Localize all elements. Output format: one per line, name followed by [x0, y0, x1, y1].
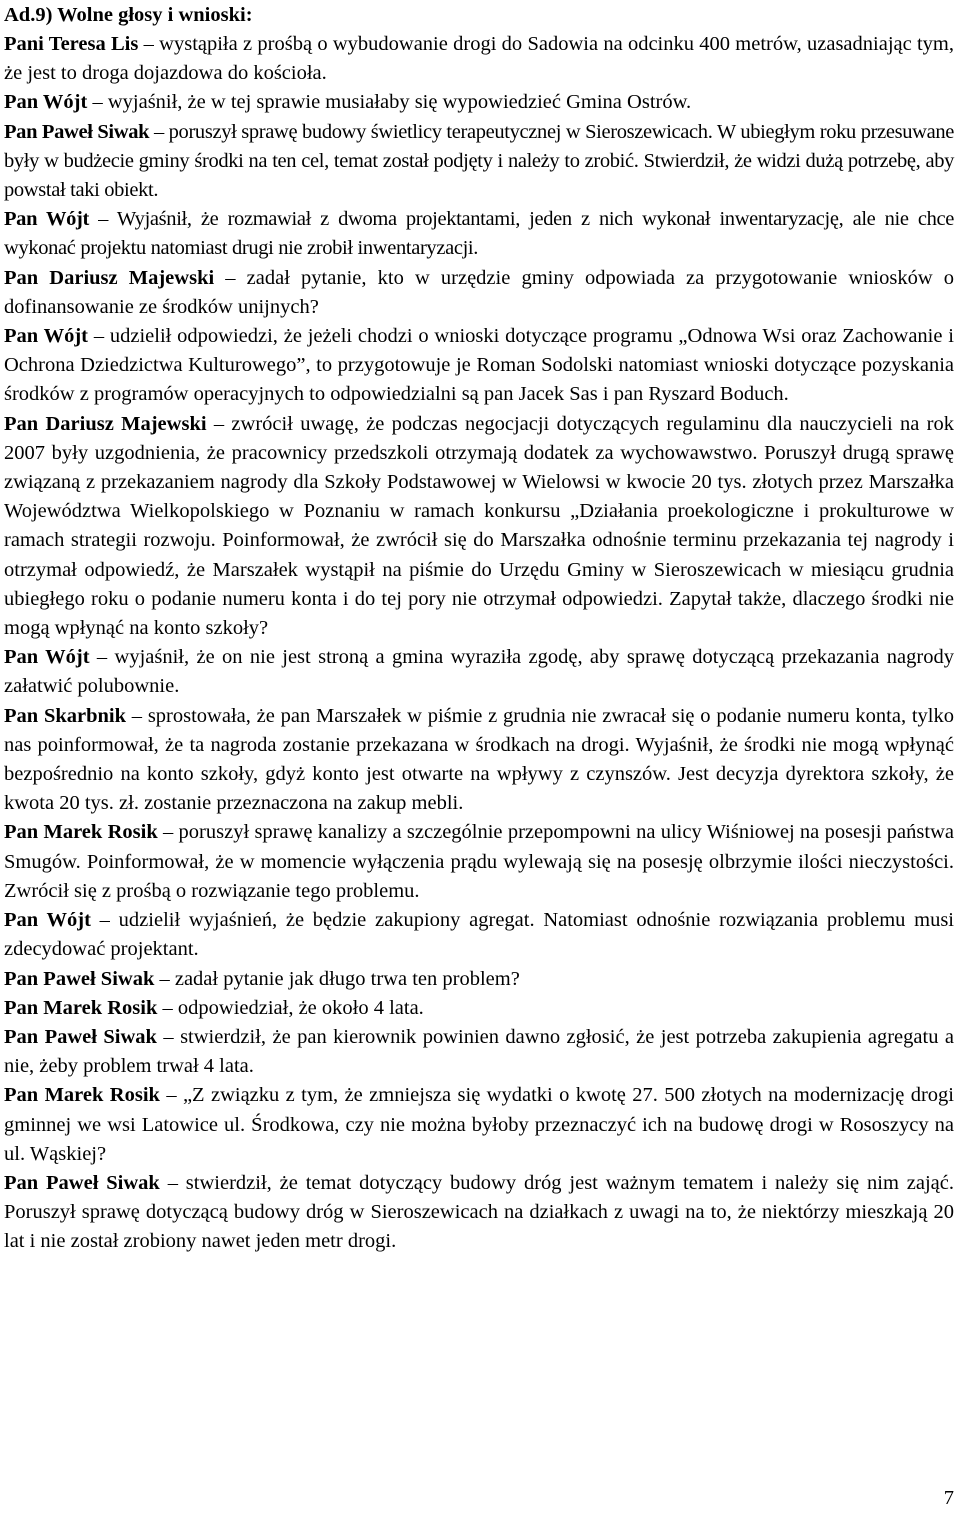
paragraph-11 — [4, 906, 954, 964]
paragraph-3 — [4, 118, 954, 206]
speaker-name: Pan Wójt — [4, 909, 91, 932]
paragraph-5 — [4, 264, 954, 322]
speaker-name: Pan Dariusz Majewski — [4, 412, 207, 435]
paragraph-4 — [4, 205, 954, 263]
paragraph-text: – wystąpiła z prośbą o wybudowanie drogi do Sadowia na odcinku 400 metrów, uzasadniając tym, że jest to droga dojazdowa do kościoła. — [4, 33, 955, 85]
paragraph-9 — [4, 702, 954, 819]
speaker-name: Pani Teresa Lis — [4, 33, 139, 55]
paragraph-text: – udzielił odpowiedzi, że jeżeli chodzi o wnioski dotyczące programu „Odnowa Wsi oraz Zachowanie i Ochrona Dziedzictwa Kulturowego”, to przygotowuje je Roman Sodolski natomiast wnioski dotyczące pozyskania środków z programów operacyjnych to odpowiedzialni są pan Jacek Sas i pan Ryszard Boduch. — [4, 325, 954, 406]
speaker-name: Pan Wójt — [4, 91, 88, 114]
paragraph-13 — [4, 994, 954, 1023]
paragraph-text: – wyjaśnił, że w tej sprawie musiałaby się wypowiedzieć Gmina Ostrów. — [87, 91, 692, 114]
speaker-name: Pan Marek Rosik — [4, 821, 158, 844]
speaker-name: Pan Paweł Siwak — [4, 1025, 157, 1048]
paragraph-text: – poruszył sprawę budowy świetlicy terapeutycznej w Sieroszewicach. W ubiegłym roku przesuwane były w budżecie gminy środki na ten cel, temat został podjęty i należy to zrobić. Stwierdził, że widzi dużą potrzebę, aby powstał taki obiekt. — [4, 120, 954, 202]
page-number: 7 — [943, 1487, 954, 1509]
paragraph-10 — [4, 818, 954, 906]
paragraph-7 — [4, 410, 954, 644]
paragraph-2 — [4, 88, 954, 117]
paragraph-6 — [4, 322, 954, 410]
paragraph-text: – zadał pytanie, kto w urzędzie gminy odpowiada za przygotowanie wniosków o dofinansowanie ze środków unijnych? — [4, 266, 955, 318]
paragraph-8 — [4, 643, 954, 701]
paragraph-text: – stwierdził, że temat dotyczący budowy dróg jest ważnym tematem i należy się nim zająć. Poruszył sprawę dotyczącą budowy dróg w Sieroszewicach na działkach z uwagi na to, że niektórzy mieszkają 20 lat i nie został zrobiony nawet jeden metr drogi. — [4, 1171, 954, 1253]
paragraph-1 — [4, 30, 954, 88]
speaker-name: Pan Paweł Siwak — [4, 120, 150, 143]
paragraph-text: – Wyjaśnił, że rozmawiał z dwoma projektantami, jeden z nich wykonał inwentaryzację, ale nie chce wykonać projektu natomiast drugi nie zrobił inwentaryzacji. — [4, 208, 954, 260]
speaker-name: Pan Marek Rosik — [4, 1084, 160, 1107]
speaker-name: Pan Wójt — [4, 325, 89, 348]
paragraph-text: – zadał pytanie jak długo trwa ten problem? — [154, 967, 520, 990]
speaker-name: Pan Paweł Siwak — [4, 967, 155, 990]
speaker-name: Pan Wójt — [4, 646, 90, 669]
paragraph-14 — [4, 1023, 954, 1081]
paragraph-text: – poruszył sprawę kanalizy a szczególnie przepompowni na ulicy Wiśniowej na posesji państwa Smugów. Poinformował, że w momencie wyłączenia prądu wylewają się na posesję olbrzymie ilości nieczystości. Zwrócił się z prośbą o rozwiązanie tego problemu. — [4, 821, 954, 902]
speaker-name: Pan Skarbnik — [4, 704, 127, 727]
paragraph-text: – wyjaśnił, że on nie jest stroną a gmina wyraziła zgodę, aby sprawę dotyczącą przekazania nagrody załatwić polubownie. — [4, 646, 954, 698]
speaker-name: Pan Marek Rosik — [4, 996, 158, 1019]
speaker-name: Pan Paweł Siwak — [4, 1171, 160, 1194]
paragraph-text: – sprostowała, że pan Marszałek w piśmie z grudnia nie zwracał się o podanie numeru konta, tylko nas poinformował, że ta nagroda zostanie przekazana w środkach na drogi. Wyjaśnił, że środki nie mogą wpłynąć bezpośrednio na konto szkoły, gdyż konto jest otwarte na wpływy z czynszów. Jest decyzja dyrektora szkoły, że kwota 20 tys. zł. zostanie przeznaczona na zakup mebli. — [4, 704, 954, 815]
paragraph-16 — [4, 1169, 954, 1257]
paragraph-text: – udzielił wyjaśnień, że będzie zakupiony agregat. Natomiast odnośnie rozwiązania problemu musi zdecydować projektant. — [4, 909, 954, 961]
speaker-name: Pan Dariusz Majewski — [4, 266, 215, 289]
paragraph-15 — [4, 1081, 954, 1169]
paragraph-text: – odpowiedział, że około 4 lata. — [157, 996, 424, 1019]
section-heading: Ad.9) Wolne głosy i wnioski: — [4, 4, 253, 26]
paragraph-text: – stwierdził, że pan kierownik powinien dawno zgłosić, że jest potrzeba zakupienia agregatu a nie, żeby problem trwał 4 lata. — [4, 1025, 954, 1078]
document-page — [4, 0, 954, 1257]
paragraph-text: – „Z związku z tym, że zmniejsza się wydatki o kwotę 27. 500 złotych na modernizację drogi gminnej we wsi Latowice ul. Środkowa, czy nie można byłoby przeznaczyć ich na budowę drogi w Rososzycy na ul. Wąskiej? — [4, 1084, 954, 1165]
paragraph-12 — [4, 965, 954, 994]
speaker-name: Pan Wójt — [4, 208, 89, 231]
paragraph-text: – zwrócił uwagę, że podczas negocjacji dotyczących regulaminu dla nauczycieli na rok 2007 były uzgodnienia, że pracownicy przedszkoli otrzymają dodatek za wychowawstwo. Poruszył drugą sprawę związaną z przekazaniem nagrody dla Szkoły Podstawowej w Wielowsi w kwocie 20 tys. złotych przez Marszałka Województwa Wielkopolskiego w Poznaniu w ramach konkursu „Działania proekologiczne i prokulturowe w ramach strategii rozwoju. Poinformował, że zwrócił się do Marszałka odnośnie terminu przekazania tej nagrody i otrzymał odpowiedź, że Marszałek wystąpił na piśmie do Urzędu Gminy w Sieroszewicach w miesiącu grudnia ubiegłego roku o podanie numeru konta i do tej pory nie otrzymał odpowiedzi. Zapytał także, dlaczego środki nie mogą wpłynąć na konto szkoły? — [4, 412, 955, 640]
